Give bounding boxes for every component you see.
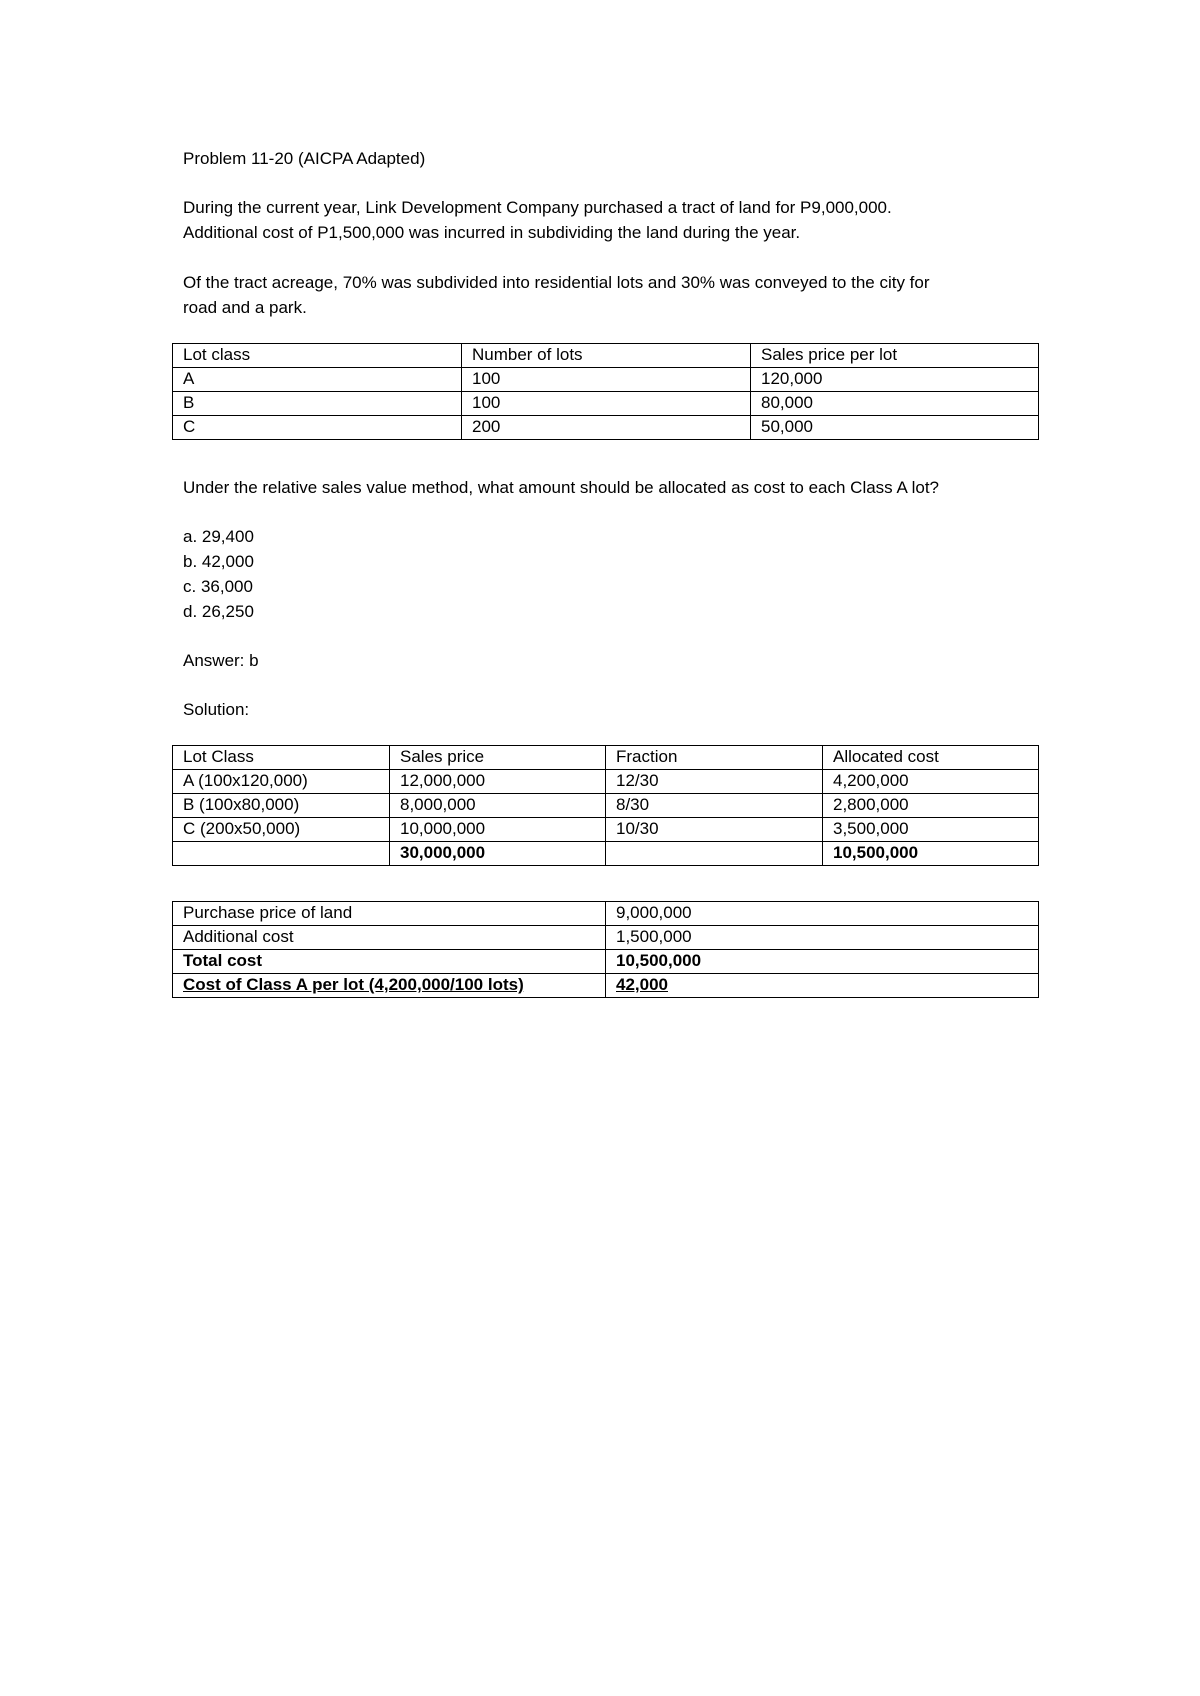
table-row [173, 392, 1039, 416]
solution-label-block [183, 697, 249, 722]
question-block [183, 475, 939, 500]
table-header-row [173, 746, 1039, 770]
choice-item: c. 36,000 [183, 577, 253, 596]
solution-label: Solution: [183, 700, 250, 719]
table-row [173, 794, 1039, 818]
paragraph-purchase [183, 195, 892, 245]
table-header-cell: Lot Class [173, 746, 390, 770]
table-cell: 10/30 [606, 818, 823, 842]
table-cell [173, 842, 390, 866]
table-header-row [173, 344, 1039, 368]
class-a-cost-value: 42,000 [606, 974, 1039, 998]
total-sales-price: 30,000,000 [390, 842, 606, 866]
table-cell: 8,000,000 [390, 794, 606, 818]
table-header-cell: Allocated cost [823, 746, 1039, 770]
table-cell: Additional cost [173, 926, 606, 950]
total-cost-value: 10,500,000 [606, 950, 1039, 974]
table-header-cell: Fraction [606, 746, 823, 770]
choices-list [183, 524, 254, 624]
allocation-table [172, 745, 1039, 866]
table-cell: 3,500,000 [823, 818, 1039, 842]
table-cell: 9,000,000 [606, 902, 1039, 926]
table-header-cell: Sales price [390, 746, 606, 770]
table-header-cell: Number of lots [462, 344, 751, 368]
table-cell: C (200x50,000) [173, 818, 390, 842]
choice-item: a. 29,400 [183, 527, 254, 546]
table-cell: C [173, 416, 462, 440]
choice-item: d. 26,250 [183, 602, 254, 621]
table-cell: A [173, 368, 462, 392]
table-cell: A (100x120,000) [173, 770, 390, 794]
table-cell: 100 [462, 368, 751, 392]
table-row [173, 974, 1039, 998]
table-row [173, 902, 1039, 926]
table-cell: 10,000,000 [390, 818, 606, 842]
total-allocated-cost: 10,500,000 [823, 842, 1039, 866]
table-cell: 4,200,000 [823, 770, 1039, 794]
class-a-cost-label: Cost of Class A per lot (4,200,000/100 lots) [173, 974, 606, 998]
table-cell: 8/30 [606, 794, 823, 818]
table-cell: 2,800,000 [823, 794, 1039, 818]
table-row [173, 950, 1039, 974]
answer-block [183, 648, 259, 673]
table-cell: 200 [462, 416, 751, 440]
lot-class-table [172, 343, 1039, 440]
cost-summary-table [172, 901, 1039, 998]
paragraph-line: During the current year, Link Development Company purchased a tract of land for P9,000,000. [183, 198, 892, 217]
table-header-cell: Lot class [173, 344, 462, 368]
problem-title-block [183, 146, 425, 171]
table-cell: 80,000 [751, 392, 1039, 416]
table-cell: 50,000 [751, 416, 1039, 440]
answer-text: Answer: b [183, 651, 259, 670]
table-header-cell: Sales price per lot [751, 344, 1039, 368]
table-row [173, 926, 1039, 950]
paragraph-acreage [183, 270, 930, 320]
table-cell: 12/30 [606, 770, 823, 794]
paragraph-line: road and a park. [183, 298, 307, 317]
table-cell: 100 [462, 392, 751, 416]
table-cell: 12,000,000 [390, 770, 606, 794]
choice-item: b. 42,000 [183, 552, 254, 571]
paragraph-line: Of the tract acreage, 70% was subdivided into residential lots and 30% was conveyed to the city for [183, 273, 930, 292]
table-cell: B (100x80,000) [173, 794, 390, 818]
table-row [173, 416, 1039, 440]
table-row [173, 818, 1039, 842]
table-total-row [173, 842, 1039, 866]
table-cell: B [173, 392, 462, 416]
paragraph-line: Additional cost of P1,500,000 was incurred in subdividing the land during the year. [183, 223, 801, 242]
table-cell: Purchase price of land [173, 902, 606, 926]
question-text: Under the relative sales value method, what amount should be allocated as cost to each Class A lot? [183, 478, 940, 497]
table-cell: 120,000 [751, 368, 1039, 392]
total-cost-label: Total cost [173, 950, 606, 974]
table-row [173, 770, 1039, 794]
problem-title: Problem 11-20 (AICPA Adapted) [183, 149, 426, 168]
table-cell [606, 842, 823, 866]
table-cell: 1,500,000 [606, 926, 1039, 950]
table-row [173, 368, 1039, 392]
